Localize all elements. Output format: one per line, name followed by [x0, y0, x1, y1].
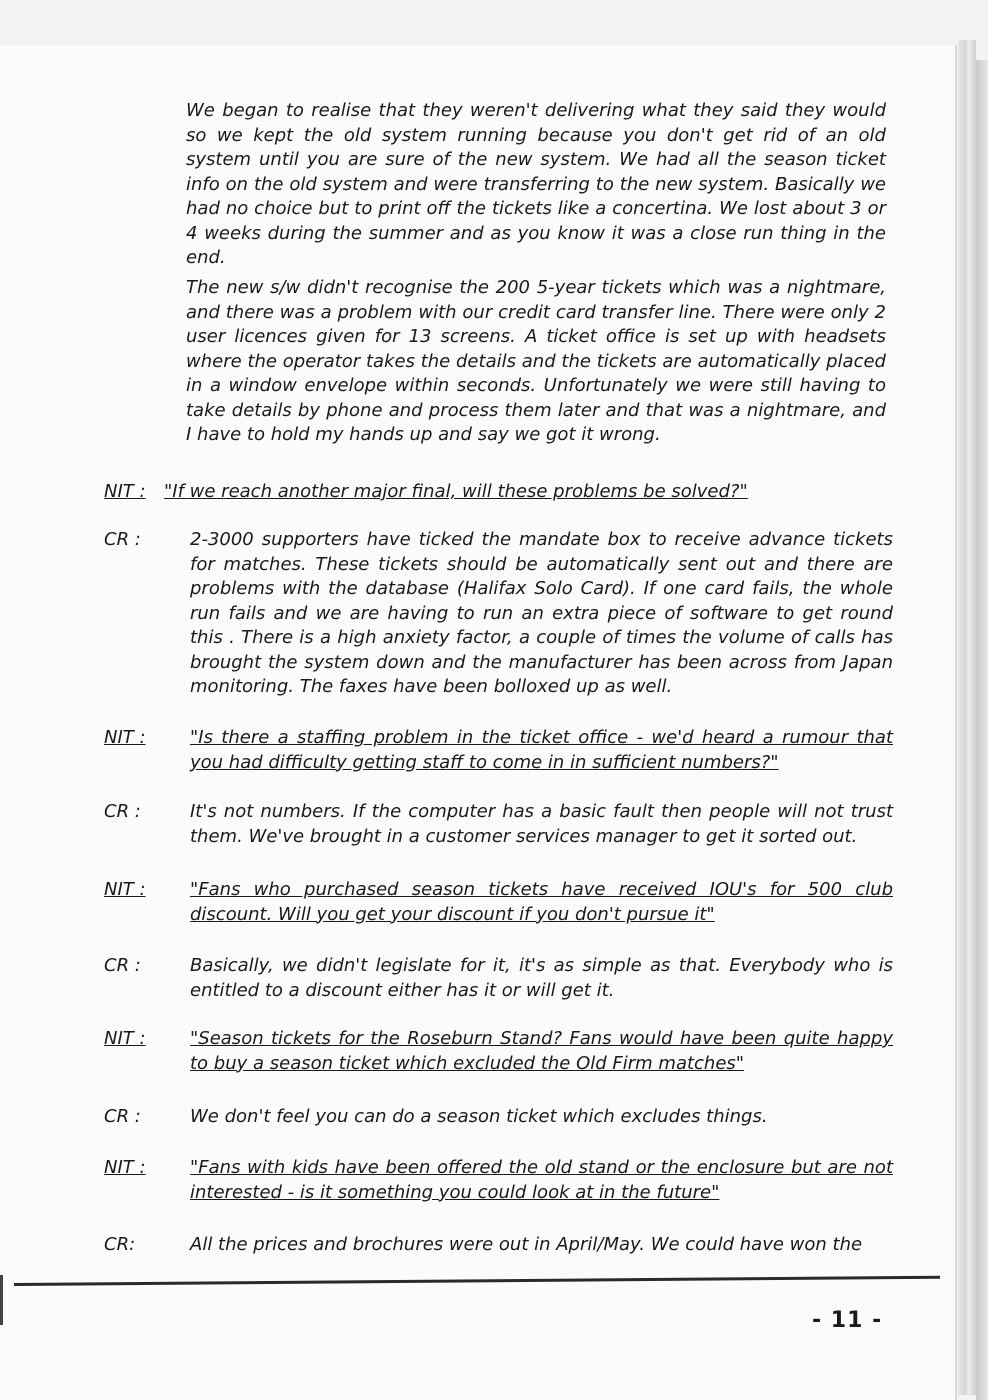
question-text: "If we reach another major final, will these problems be solved?"	[164, 481, 748, 502]
speaker-label: NIT :	[104, 1028, 146, 1049]
page-edge-shadow	[976, 60, 988, 1400]
speaker-label: CR :	[104, 801, 141, 822]
answer-text: 2-3000 supporters have ticked the mandate box to receive advance tickets for matches. These tickets should be automatically sent out and there are problems with the database (Halifax Solo Card). If one card fails, the whole run fails and we are having to run an extra piece of software to get round this . There is a high anxiety factor, a couple of times the volume of calls has brought the system down and the manufacturer has been across from Japan monitoring. The faxes have been bolloxed up as well.	[190, 529, 893, 697]
question-text: "Is there a staffing problem in the ticket office - we'd heard a rumour that you had difficulty getting staff to come in in sufficient numbers?"	[190, 727, 893, 773]
paragraph: The new s/w didn't recognise the 200 5-year tickets which was a nightmare, and there was a problem with our credit card transfer line. There were only 2 user licences given for 13 screens. A ticket office is set up with headsets where the operator takes the details and the tickets are automatically placed in a window envelope within seconds. Unfortunately we were still having to take details by phone and process them later and that was a nightmare, and I have to hold my hands up and say we got it wrong.	[186, 277, 886, 445]
speaker-label: CR :	[104, 955, 141, 976]
answer-text: We don't feel you can do a season ticket which excludes things.	[190, 1106, 768, 1127]
speaker-label: CR :	[104, 1106, 141, 1127]
speaker-label: NIT :	[104, 1157, 146, 1178]
speaker-label: NIT :	[104, 727, 146, 748]
page-number: - 11 -	[812, 1308, 883, 1333]
question-text: "Fans who purchased season tickets have received IOU's for 500 club discount. Will you get your discount if you don't pursue it"	[190, 879, 893, 925]
speaker-label: NIT :	[104, 481, 146, 502]
answer-text: All the prices and brochures were out in April/May. We could have won the	[190, 1234, 863, 1255]
paragraph: We began to realise that they weren't delivering what they said they would so we kept the old system running because you don't get rid of an old system until you are sure of the new system. We had all the season ticket info on the old system and were transferring to the new system. Basically we had no choice but to print off the tickets like a concertina. We lost about 3 or 4 weeks during the summer and as you know it was a close run thing in the end.	[186, 100, 886, 268]
speaker-label: NIT :	[104, 879, 146, 900]
question-text: "Season tickets for the Roseburn Stand? Fans would have been quite happy to buy a season ticket which excluded the Old Firm matches"	[190, 1028, 893, 1074]
speaker-label: CR:	[104, 1234, 136, 1255]
answer-text: Basically, we didn't legislate for it, it's as simple as that. Everybody who is entitled to a discount either has it or will get it.	[190, 955, 893, 1001]
answer-text: It's not numbers. If the computer has a basic fault then people will not trust them. We've brought in a customer services manager to get it sorted out.	[190, 801, 893, 847]
question-text: "Fans with kids have been offered the old stand or the enclosure but are not interested - is it something you could look at in the future"	[190, 1157, 893, 1203]
page-edge-stack	[958, 40, 976, 1395]
speaker-label: CR :	[104, 529, 141, 550]
